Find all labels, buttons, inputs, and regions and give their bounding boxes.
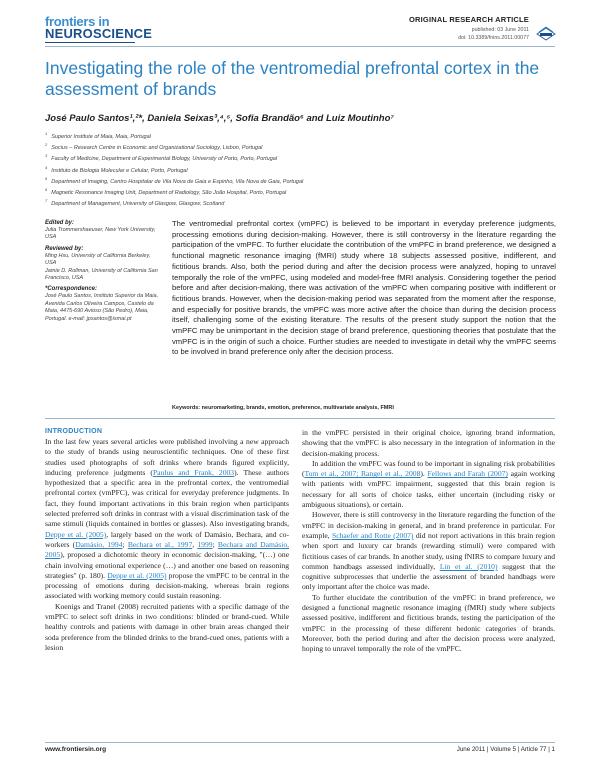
affiliation-number: 1: [45, 131, 48, 136]
affiliation-item: [45, 164, 425, 175]
correspondence-text: José Paulo Santos, Instituto Superior da Maia, Avenida Carlos Oliveira Campos, Castelo da Maia, 4475-690 Avioso (São Pedro), Maia, Portugal. e-mail: jpsantos@ismai.pt: [45, 293, 159, 322]
reviewed-by-heading: Reviewed by:: [45, 245, 84, 252]
citation-link[interactable]: 1999: [197, 539, 213, 549]
doi: doi: 10.3389/fnins.2011.00077: [458, 35, 529, 41]
logo-underline: [45, 42, 135, 43]
citation-link[interactable]: Fellows and Farah (2007): [427, 469, 508, 479]
footer-issue-info: June 2011 | Volume 5 | Article 77 | 1: [456, 746, 555, 753]
citation-link[interactable]: Lin et al. (2010): [439, 561, 498, 571]
affiliation-number: 4: [45, 164, 48, 170]
footer-divider: [45, 742, 555, 743]
keywords: Keywords: neuromarketing, brands, emotion, preference, multivariate analysis, FMRI: [172, 405, 394, 411]
paragraph: in the vmPFC persisted in their original choice, ignoring brand information, showing that the vmPFC is also necessary in the integration of information in the decision-making process.: [302, 428, 555, 458]
affiliation-number: 2: [45, 142, 48, 148]
affiliation-number: 7: [45, 198, 48, 204]
reviewer-2: Jamie D. Rollman, University of California San Francisco, USA: [45, 267, 158, 282]
affiliation-item: [45, 186, 425, 197]
paragraph: In the last few years several articles were published involving a new approach to the study of brands using neuroscientific techniques. One of these first studies used photographs of soft drinks where brands figured explicitly, inducing preference judgments (Paulus and Frank, 2003). These authors hypothesized that a specific area in the prefrontal cortex, the ventromedial prefrontal cortex (vmPFC), was critical for everyday preference judgments. In fact, they found important activations in this brain region when participants selected preferred soft drinks in contrast with a visual discrimination task of the same stimuli (liquids contained in bottles or glasses). Also investigating brands, Deppe et al. (2005), largely based on the work of Damásio, Bechara, and co-workers (Damásio, 1994; Bechara et al., 1997, 1999; Bechara and Damásio, 2005), proposed a dichotomic theory in economic decision-making, "(…) one chain involving emotional experience (…) and another one based on reasoning strategies" (p. 180). Deppe et al. (2005) propose the vmPFC to be central in the processing of emotions during decision-making, whereas brain regions associated with working memory could sustain reasoning.: [45, 437, 290, 601]
citation-link[interactable]: Tom et al., 2007; Rangel et al., 2008: [304, 469, 421, 479]
abstract: The ventromedial prefrontal cortex (vmPFC) is believed to be important in everyday preference judgments, processing emotions during decision-making. However, there is still controversy in the literature regarding the participation of the vmPFC. To further elucidate the contribution of the vmPFC in brand preference, we designed a functional magnetic resonance imaging (fMRI) study where 18 subjects assessed positive, indifferent, and fictitious brands. Also, both the period during and after the decision process were analyzed, hoping to unravel temporally the role of the vmPFC, using modeled and model-free fMRI analysis. Considering together the period before and after decision-making, there was activation of the vmPFC when comparing positive with indifferent or fictitious brands. However, when the decision-making period was separated from the moment after the response, and especially for positive brands, the vmPFC was more active after the choice than during the decision process itself, challenging some of the existing literature. The results of the present study support the notion that the vmPFC may be unimportant in the decision stage of brand preference, questioning theories that postulate that the vmPFC is in the origin of such a choice. Further studies are needed to investigate in detail why the vmPFC seems to be involved in brand preference only after the decision process.: [172, 219, 556, 357]
editorial-sidebar: [45, 219, 160, 326]
reviewer-1: Ming Hsu, University of California Berkeley, USA: [45, 252, 151, 267]
affiliation-item: [45, 152, 425, 163]
section-heading-introduction: INTRODUCTION: [45, 428, 103, 435]
affiliation-item: [45, 175, 425, 186]
article-type: ORIGINAL RESEARCH ARTICLE: [408, 15, 529, 24]
edited-by-text: Julia Trommershaeuser, New York University, USA: [45, 227, 156, 241]
citation-link[interactable]: Bechara and Damásio, 2005: [45, 539, 290, 560]
affiliation-number: 5: [45, 175, 48, 181]
affiliation-number: 3: [45, 153, 48, 159]
affiliation-text: Faculty of Medicine, Department of Experimental Biology, University of Porto, Porto, Portugal: [51, 156, 278, 163]
affiliation-text: Magnetic Resonance Imaging Unit, Department of Radiology, São João Hospital, Porto, Portugal: [51, 190, 287, 196]
paragraph: In addition the vmPFC was found to be important in signaling risk probabilities (Tom et al., 2007; Rangel et al., 2008). Fellows and Farah (2007) again working with patients with vmPFC impairment, suggested that this brain region is necessary for all sorts of choice tasks, either uncertain (including risky or ambiguous situations), or certain.: [302, 458, 555, 510]
affiliation-text: Instituto de Biologia Molecular e Celular, Porto, Portugal: [51, 167, 188, 174]
citation-link[interactable]: Schaefer and Rotte (2007): [332, 530, 414, 540]
affiliations: [45, 130, 425, 209]
affiliation-text: Superior Institute of Maia, Maia, Portugal: [51, 133, 151, 140]
affiliation-text: Department of Management, University of Glasgow, Glasgow, Scotland: [51, 201, 225, 208]
affiliation-item: [45, 130, 425, 141]
journal-logo-bottom: NEUROSCIENCE: [45, 26, 153, 41]
author-list: José Paulo Santos¹,²*, Daniela Seixas³,⁴,⁵, Sofia Brandão⁶ and Luiz Moutinho⁷: [45, 113, 395, 124]
citation-link[interactable]: Bechara et al., 1997: [127, 539, 193, 549]
article-title: Investigating the role of the ventromedial prefrontal cortex in the assessment of brands: [45, 58, 540, 99]
paragraph: To further elucidate the contribution of the vmPFC in brand preference, we designed a functional magnetic resonance imaging (fMRI) study where subjects assessed positive, indifferent and fictitious brands, testing the participation of the vmPFC in the processing of these different hedonic categories of brands. Moreover, both the period during and after the decision process were analyzed, hoping to unravel temporally the role of the vmPFC.: [302, 592, 555, 654]
citation-link[interactable]: Deppe et al. (2005): [45, 529, 107, 539]
affiliation-text: Department of Imaging, Centro Hospitalar de Vila Nova de Gaia e Espinho, Vila Nova de Gaia, Portugal: [51, 178, 304, 185]
journal-logo-top: frontiers in: [45, 14, 110, 29]
edited-by-heading: Edited by:: [45, 220, 75, 226]
citation-link[interactable]: Damásio, 1994: [75, 539, 123, 549]
open-access-badge-icon: [535, 22, 557, 42]
correspondence-heading: *Correspondence:: [45, 286, 98, 293]
body-column-right: [302, 428, 555, 655]
affiliation-number: 6: [45, 187, 48, 193]
header-divider: [45, 46, 555, 47]
paragraph: However, there is still controversy in the literature regarding the function of the vmPFC in decision-making in general, and in brand preference in particular. For example, Schaefer and Rotte (2007) did not report activations in this brain region when sport and luxury car brands (rewarding stimuli) were compared with fictitious cases of car brands. In another study, using fNIRS to compare luxury and common handbags assessed individually, Lin et al. (2010) suggest that the cognitive subprocesses that underlie the assessment of branded handbags were only important after the choice was made.: [302, 510, 555, 592]
abstract-divider: [45, 418, 555, 419]
paragraph: Koenigs and Tranel (2008) recruited patients with a specific damage of the vmPFC to select soft drinks in two conditions: blinded or brand-cued. While healthy controls and patients with damage in other brain areas changed their soda preference from the blinded drinks to the brand-cued ones, patients with a lesion: [45, 601, 289, 652]
affiliation-item: [45, 197, 425, 208]
body-column-left: [45, 437, 289, 653]
footer-url[interactable]: www.frontiersin.org: [45, 746, 107, 753]
affiliation-item: [45, 141, 425, 152]
citation-link[interactable]: Deppe et al. (2005): [107, 570, 167, 580]
citation-link[interactable]: Paulus and Frank, 2003: [152, 467, 235, 477]
published-date: published: 03 June 2011: [471, 27, 529, 33]
affiliation-text: Socius – Research Centre in Economic and Organizational Sociology, Lisbon, Portugal: [51, 145, 263, 152]
